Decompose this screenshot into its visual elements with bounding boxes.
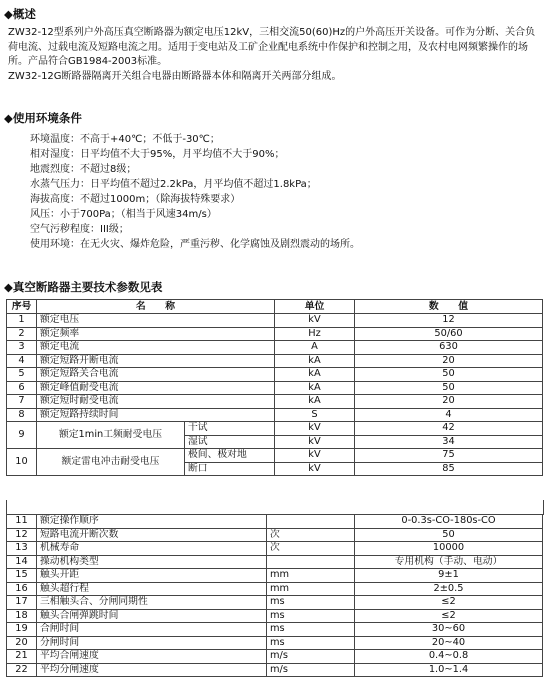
cell-no: 17	[7, 596, 37, 610]
parameters-table-bottom	[6, 514, 543, 677]
cell-unit: ms	[267, 609, 355, 623]
cell-value: 4	[355, 408, 543, 422]
cell-sublabel: 断口	[185, 462, 275, 476]
cell-value: 30~60	[355, 623, 543, 637]
cell-name: 触头超行程	[37, 582, 267, 596]
table-row	[7, 395, 543, 409]
cell-name: 触头合闸弹跳时间	[37, 609, 267, 623]
cell-no: 22	[7, 663, 37, 677]
table-row	[7, 528, 543, 542]
cell-name: 平均合闸速度	[37, 650, 267, 664]
table-row	[7, 623, 543, 637]
cell-unit: kV	[275, 449, 355, 463]
cell-value: 1.0~1.4	[355, 663, 543, 677]
cell-value: 12	[355, 314, 543, 328]
cell-no: 2	[7, 327, 37, 341]
cell-value: 0.4~0.8	[355, 650, 543, 664]
cell-no: 5	[7, 368, 37, 382]
table-row	[7, 555, 543, 569]
cell-no: 14	[7, 555, 37, 569]
table-row	[7, 314, 543, 328]
condition-item: 环境温度：不高于+40℃；不低于-30℃；	[30, 134, 220, 145]
cell-value: 0-0.3s-CO-180s-CO	[355, 515, 543, 529]
table-row	[7, 449, 543, 463]
cell-no: 3	[7, 341, 37, 355]
table-row	[7, 327, 543, 341]
cell-no: 9	[7, 422, 37, 449]
cell-no: 11	[7, 515, 37, 529]
cell-value: ≤2	[355, 609, 543, 623]
cell-value: 85	[355, 462, 543, 476]
cell-name: 分闸时间	[37, 636, 267, 650]
table-row	[7, 609, 543, 623]
cell-no: 20	[7, 636, 37, 650]
header-no: 序号	[7, 300, 37, 314]
cell-unit: 次	[267, 542, 355, 556]
cell-unit: 次	[267, 528, 355, 542]
cell-name: 额定1min工频耐受电压	[37, 422, 185, 449]
cell-name: 额定短路关合电流	[37, 368, 275, 382]
cell-no: 15	[7, 569, 37, 583]
table-row	[7, 368, 543, 382]
overview-heading: ◆概述	[4, 7, 36, 21]
table-row	[7, 515, 543, 529]
cell-value: 630	[355, 341, 543, 355]
cell-sublabel: 极间、极对地	[185, 449, 275, 463]
overview-text	[8, 26, 542, 84]
cell-unit: kA	[275, 395, 355, 409]
overview-paragraph-1: ZW32-12型系列户外高压真空断路器为额定电压12kV，三相交流50(60)Hz的户外高压开关设备。可作为分断、关合负荷电流、过载电流及短路电流之用。适用于变电站及工矿企业配电系统中作保护和控制之用，及农村电网频繁操作的场所。产品符合GB1984-2003标准。	[8, 27, 536, 67]
header-value: 数 值	[355, 300, 543, 314]
cell-no: 4	[7, 354, 37, 368]
cell-unit: kA	[275, 368, 355, 382]
cell-value: 34	[355, 435, 543, 449]
table-row	[7, 596, 543, 610]
cell-name: 额定操作顺序	[37, 515, 267, 529]
table-row	[7, 650, 543, 664]
cell-no: 18	[7, 609, 37, 623]
cell-unit: ms	[267, 636, 355, 650]
cell-unit: mm	[267, 582, 355, 596]
cell-name: 额定频率	[37, 327, 275, 341]
conditions-heading: ◆使用环境条件	[4, 111, 82, 125]
cell-name: 额定短路开断电流	[37, 354, 275, 368]
cell-value: 20	[355, 395, 543, 409]
header-name: 名 称	[37, 300, 275, 314]
condition-item: 相对湿度：日平均值不大于95%，月平均值不大于90%；	[30, 149, 285, 160]
cell-value: 75	[355, 449, 543, 463]
cell-unit: ms	[267, 623, 355, 637]
cell-no: 10	[7, 449, 37, 476]
cell-value: 2±0.5	[355, 582, 543, 596]
cell-value: 50	[355, 381, 543, 395]
table-row	[7, 422, 543, 436]
cell-value: 专用机构（手动、电动）	[355, 555, 543, 569]
cell-no: 1	[7, 314, 37, 328]
table-row	[7, 381, 543, 395]
cell-unit	[267, 515, 355, 529]
cell-value: 20	[355, 354, 543, 368]
cell-value: 10000	[355, 542, 543, 556]
cell-value: ≤2	[355, 596, 543, 610]
condition-item: 水蒸气压力：日平均值不超过2.2kPa，月平均值不超过1.8kPa；	[30, 179, 317, 190]
condition-item: 空气污秽程度：III级；	[30, 224, 129, 235]
cell-no: 7	[7, 395, 37, 409]
cell-unit: kA	[275, 354, 355, 368]
condition-item: 使用环境：在无火灾、爆炸危险，严重污秽、化学腐蚀及剧烈震动的场所。	[30, 239, 360, 250]
cell-no: 12	[7, 528, 37, 542]
cell-value: 50/60	[355, 327, 543, 341]
table-header-row	[7, 300, 543, 314]
cell-name: 触头开距	[37, 569, 267, 583]
cell-no: 21	[7, 650, 37, 664]
cell-name: 短路电流开断次数	[37, 528, 267, 542]
cell-name: 机械寿命	[37, 542, 267, 556]
table-row	[7, 636, 543, 650]
cell-sublabel: 干试	[185, 422, 275, 436]
cell-name: 额定雷电冲击耐受电压	[37, 449, 185, 476]
cell-unit: Hz	[275, 327, 355, 341]
cell-unit: kV	[275, 435, 355, 449]
cell-name: 额定电流	[37, 341, 275, 355]
cell-unit	[267, 555, 355, 569]
table-row	[7, 582, 543, 596]
overview-paragraph-2: ZW32-12G断路器隔离开关组合电器由断路器本体和隔离开关两部分组成。	[8, 70, 342, 82]
table-row	[7, 408, 543, 422]
cell-no: 13	[7, 542, 37, 556]
cell-unit: mm	[267, 569, 355, 583]
cell-name: 合闸时间	[37, 623, 267, 637]
cell-no: 19	[7, 623, 37, 637]
cell-no: 6	[7, 381, 37, 395]
cell-unit: A	[275, 341, 355, 355]
cell-name: 三相触头合、分闸同期性	[37, 596, 267, 610]
table-row	[7, 569, 543, 583]
cell-value: 50	[355, 528, 543, 542]
cell-value: 42	[355, 422, 543, 436]
cell-no: 8	[7, 408, 37, 422]
condition-item: 地震烈度：不超过8级；	[30, 164, 137, 175]
cell-sublabel: 湿试	[185, 435, 275, 449]
header-unit: 单位	[275, 300, 355, 314]
cell-unit: m/s	[267, 663, 355, 677]
condition-item: 海拔高度：不超过1000m；（除海拔特殊要求）	[30, 194, 241, 205]
cell-unit: ms	[267, 596, 355, 610]
cell-name: 额定电压	[37, 314, 275, 328]
table-row	[7, 354, 543, 368]
cell-no: 16	[7, 582, 37, 596]
parameters-table-top	[6, 299, 543, 476]
cell-value: 20~40	[355, 636, 543, 650]
cell-unit: kA	[275, 381, 355, 395]
cell-unit: m/s	[267, 650, 355, 664]
cell-name: 额定峰值耐受电流	[37, 381, 275, 395]
cell-name: 额定短时耐受电流	[37, 395, 275, 409]
table-heading: ◆真空断路器主要技术参数见表	[4, 280, 163, 294]
cell-unit: kV	[275, 314, 355, 328]
table-blank-gap	[6, 500, 544, 515]
cell-value: 9±1	[355, 569, 543, 583]
table-row	[7, 341, 543, 355]
table-row	[7, 663, 543, 677]
cell-unit: S	[275, 408, 355, 422]
conditions-list	[30, 132, 360, 252]
table-row	[7, 542, 543, 556]
cell-unit: kV	[275, 462, 355, 476]
cell-unit: kV	[275, 422, 355, 436]
condition-item: 风压：小于700Pa；（相当于风速34m/s）	[30, 209, 217, 220]
cell-name: 平均分闸速度	[37, 663, 267, 677]
cell-name: 操动机构类型	[37, 555, 267, 569]
cell-value: 50	[355, 368, 543, 382]
cell-name: 额定短路持续时间	[37, 408, 275, 422]
